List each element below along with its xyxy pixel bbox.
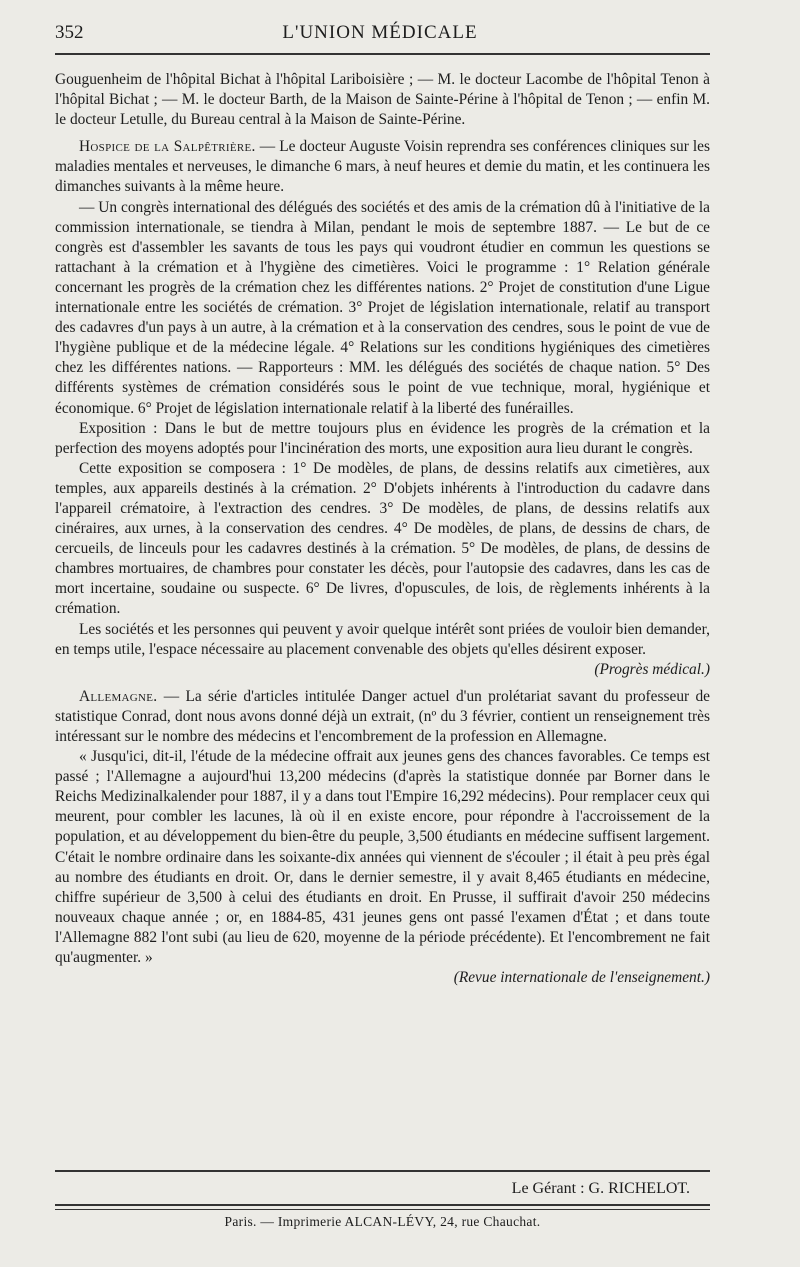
printer-imprint: Paris. — Imprimerie ALCAN-LÉVY, 24, rue Chauchat. (224, 1214, 541, 1229)
paragraph-exposition: Exposition : Dans le but de mettre toujours plus en évidence les progrès de la crémation et la perfection des moyens adoptés pour l'incinération des morts, une exposition aura lieu durant le congrès. (55, 419, 710, 457)
paragraph-cremation-congress: — Un congrès international des délégués des sociétés et des amis de la crémation dû à l'initiative de la commission internationale, se tiendra à Milan, pendant le mois de septembre 1887. — Le but de ce congrès est d'assembler les savants de tous les pays qui voudront étudier en commun les questions se rattachant à la crémation et à l'hygiène des cimetières. Voici le programme : 1° Relation générale concernant les progrès de la crémation chez les différentes nations. 2° Projet de constitution d'une Ligue internationale entre les sociétés de crémation. 3° Projet de législation internationale, relatif au transport des cadavres d'un pays à un autre, à la crémation et à la conservation des cendres, sous le point de vue de l'hygiène publique et de la médecine légale. 4° Relations sur les conditions hygiéniques des cimetières chez les différentes nations. — Rapporteurs : MM. les délégués des sociétés de chaque nation. 5° Des différents systèmes de crémation considérés sous le point de vue technique, moral, hygiénique et économique. 6° Projet de législation internationale relatif à la liberté des funérailles. (55, 198, 710, 417)
section-lead-salpetriere: Hospice de la Salpêtrière. (79, 138, 256, 156)
source-citation-revue: (Revue internationale de l'enseignement.) (453, 969, 710, 987)
header-rule (55, 53, 710, 55)
paragraph-salpetriere (55, 137, 710, 197)
paragraph-allemagne (55, 687, 710, 747)
section-lead-allemagne: Allemagne. (79, 687, 158, 705)
page-header (55, 22, 705, 52)
paragraph-quote: « Jusqu'ici, dit-il, l'étude de la médecine offrait aux jeunes gens des chances favorables. Ce temps est passé ; l'Allemagne a aujourd'hui 13,200 médecins (d'après la statistique donnée par Borner dans le Reichs Medizinalkalender pour 1887, il y a dans tout l'Empire 16,292 médecins). Pour remplacer ceux qui meurent, pour combler les lacunes, là où il en existe encore, pour répondre à l'accroissement de la population, et au développement du bien-être du peuple, 3,500 étudiants en médecine suffisent largement. C'était le nombre ordinaire dans les soixante-dix années qui viennent de s'écouler ; il était à peu près égal au nombre des étudiants en droit. Or, dans le dernier semestre, il y avait 8,465 étudiants en médecine, chiffre supérieur de 3,500 à celui des étudiants en droit. En Prusse, il suffirait d'avoir 250 médecins nouveaux chaque année ; or, en 1884-85, 431 jeunes gens ont passé l'examen d'État ; et dans toute l'Allemagne 882 l'ont subi (au lieu de 620, moyenne de la période précédente). Et l'encombrement ne fait qu'augmenter. » (55, 748, 710, 967)
paragraph-salpetriere-text: — Le docteur Auguste Voisin reprendra ses conférences cliniques sur les maladies mentales et nerveuses, le dimanche 6 mars, à neuf heures et demie du matin, et les continuera les dimanches suivants à la même heure. (55, 138, 710, 196)
footer-rule-bottom (55, 1209, 710, 1210)
source-citation: (Progrès médical.) (594, 660, 710, 678)
paragraph-allemagne-text: — La série d'articles intitulée Danger actuel d'un prolétariat savant du professeur de statistique Conrad, dont nous avons donné déjà un extrait, (nº du 3 février, contient un renseignement très intéressant sur le nombre des médecins et l'encombrement de la profession en Allemagne. (55, 687, 710, 745)
paragraph-societies-text: Les sociétés et les personnes qui peuvent y avoir quelque intérêt sont priées de vouloir bien demander, en temps utile, l'espace nécessaire au placement convenable des objets qu'elles désirent exposer. (55, 620, 710, 658)
paragraph-appointments: Gouguenheim de l'hôpital Bichat à l'hôpital Lariboisière ; — M. le docteur Lacombe de l'hôpital Tenon à l'hôpital Bichat ; — M. le docteur Barth, de la Maison de Sainte-Périne à l'hôpital de Tenon ; — enfin M. le docteur Letulle, du Bureau central à la Maison de Sainte-Périne. (55, 71, 710, 129)
paragraph-societies (55, 620, 710, 660)
article-body (55, 70, 710, 988)
running-title: L'UNION MÉDICALE (282, 22, 478, 43)
gerant-signature: Le Gérant : G. RICHELOT. (511, 1180, 690, 1197)
footer-rule-middle (55, 1204, 710, 1206)
paragraph-exposition-content: Cette exposition se composera : 1° De modèles, de plans, de dessins relatifs aux cimetières, aux temples, aux appareils destinés à la crémation. 2° D'objets inhérents à l'introduction du cadavre dans l'appareil crématoire, à l'extraction des cendres. 3° De modèles, de plans, de dessins relatifs aux cinéraires, aux urnes, à la conservation des cendres. 4° De modèles, de plans, de dessins de chars, de cercueils, de linceuls pour les cadavres destinés à la crémation. 5° De modèles, de plans, de dessins de chambres mortuaires, de chambres pour constater les décès, pour l'autopsie des cadavres, dans les cas de mort incertaine, soudaine ou suspecte. 6° De livres, d'opuscules, de lois, de règlements inhérents à la crémation. (55, 459, 710, 618)
page-number: 352 (55, 22, 84, 43)
footer-rule-top (55, 1170, 710, 1172)
